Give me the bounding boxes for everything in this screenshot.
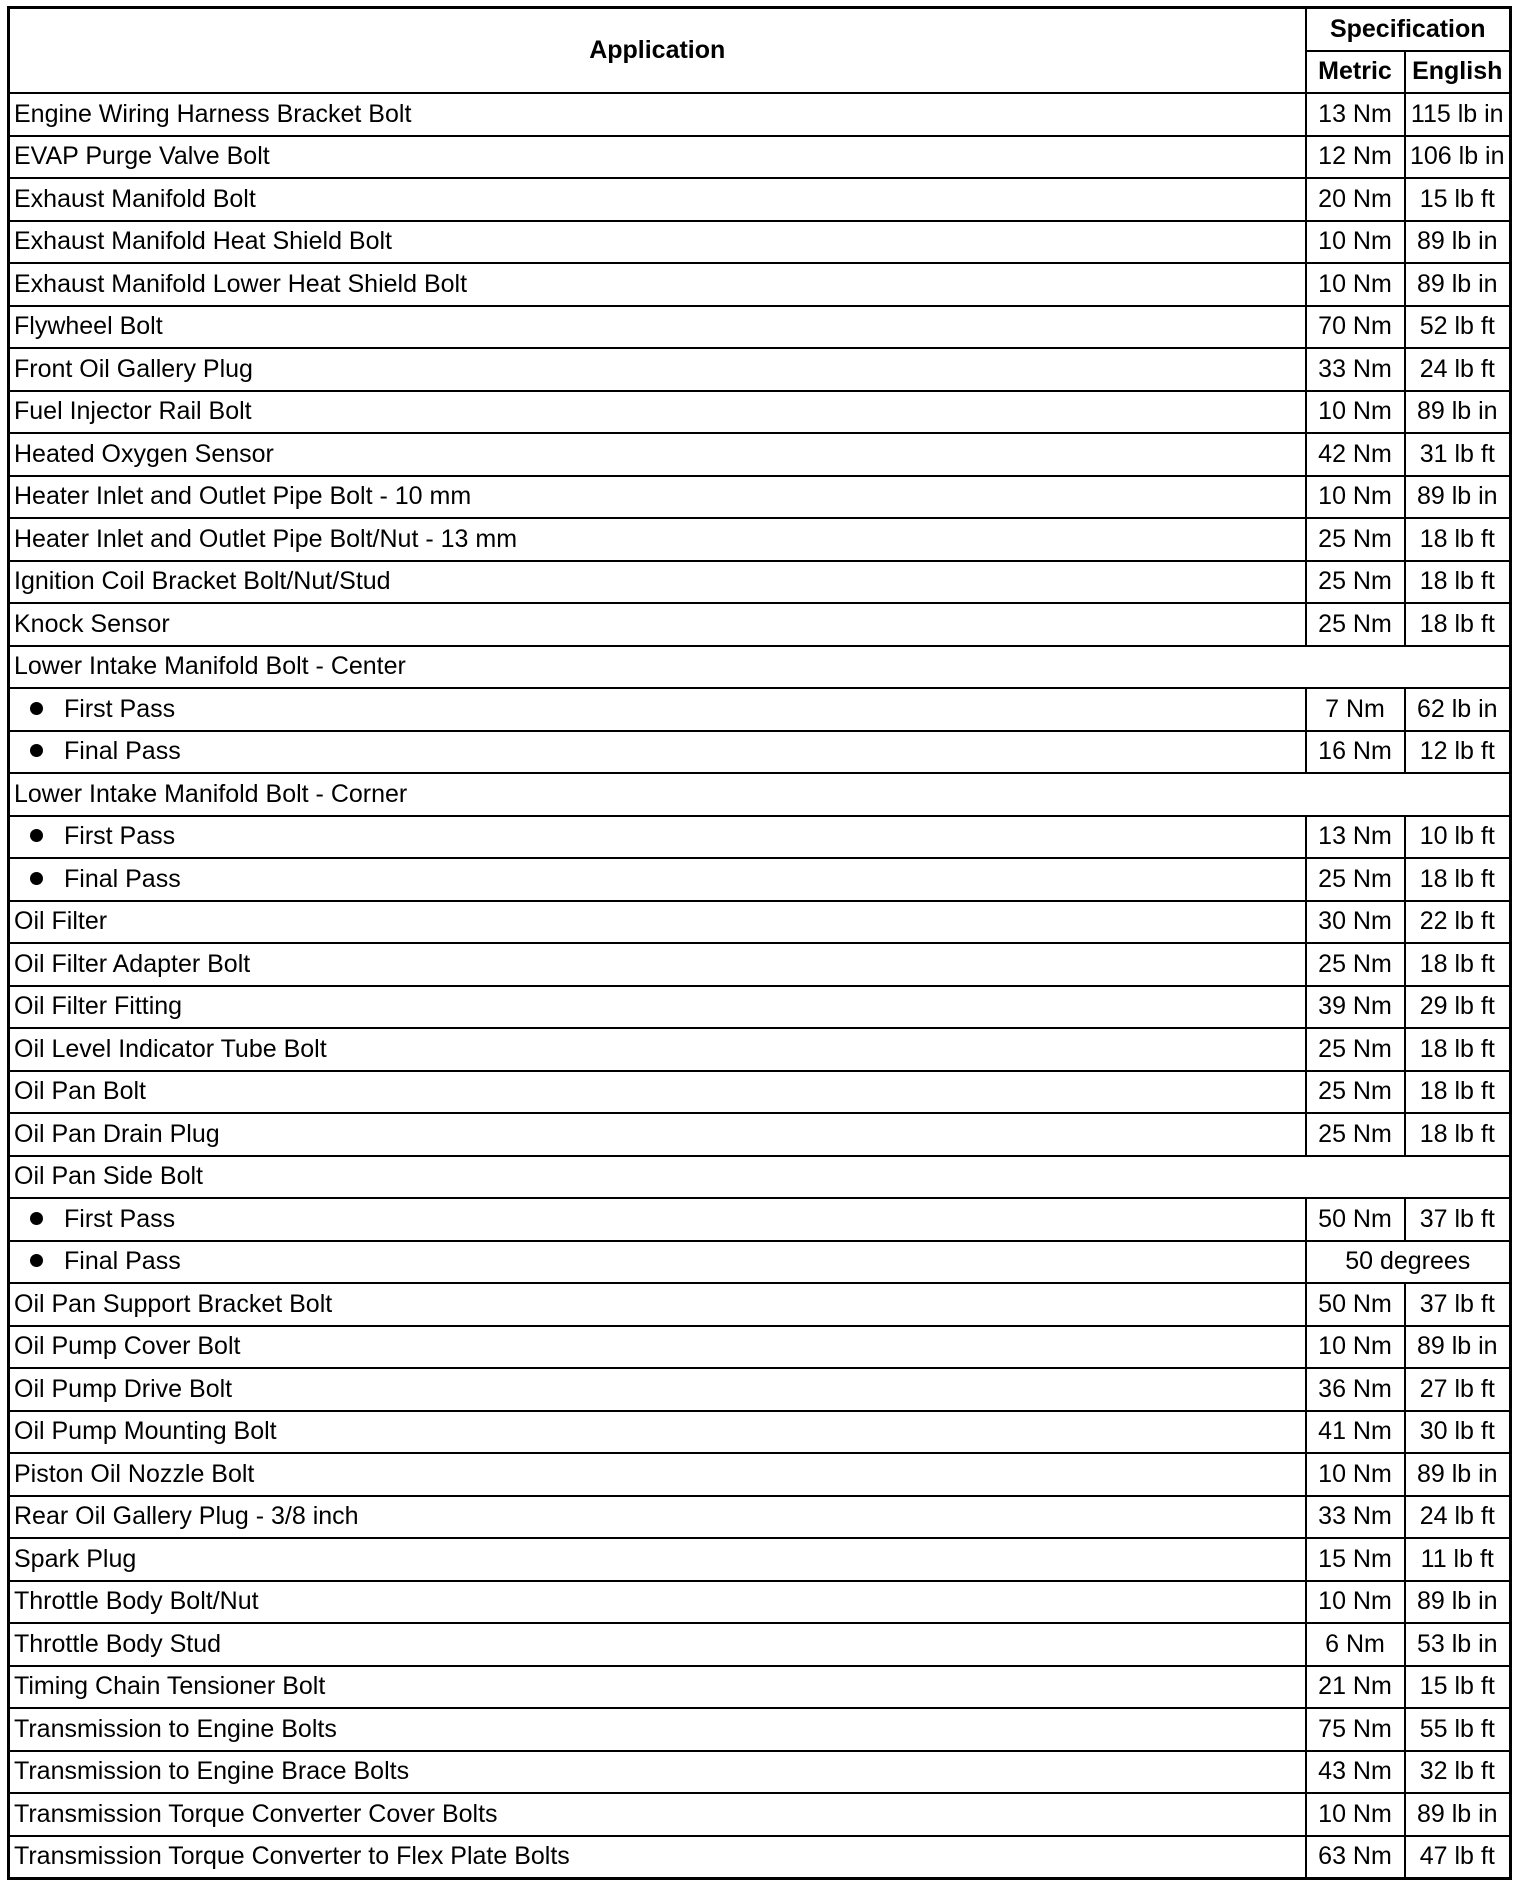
- table-row: [9, 1283, 1511, 1326]
- application-cell: [9, 1793, 1306, 1836]
- table-row: [9, 1411, 1511, 1454]
- english-cell: 30 lb ft: [1405, 1411, 1511, 1454]
- metric-header: Metric: [1306, 51, 1405, 94]
- table-body: [9, 93, 1511, 1879]
- application-cell: [9, 136, 1306, 179]
- torque-spec-table: [7, 6, 1512, 1880]
- english-cell: 10 lb ft: [1405, 816, 1511, 859]
- table-row: [9, 306, 1511, 349]
- english-cell: 37 lb ft: [1405, 1198, 1511, 1241]
- application-label: First Pass: [64, 822, 176, 851]
- english-cell: 18 lb ft: [1405, 603, 1511, 646]
- table-row: [9, 476, 1511, 519]
- table-row: [9, 263, 1511, 306]
- table-row: [9, 858, 1511, 901]
- metric-cell: 42 Nm: [1306, 433, 1405, 476]
- application-cell: [9, 731, 1306, 774]
- english-cell: 29 lb ft: [1405, 986, 1511, 1029]
- application-label: Exhaust Manifold Heat Shield Bolt: [14, 227, 392, 256]
- english-cell: 89 lb in: [1405, 1326, 1511, 1369]
- english-cell: 31 lb ft: [1405, 433, 1511, 476]
- table-row: [9, 688, 1511, 731]
- application-label: Final Pass: [64, 864, 181, 893]
- application-label: Oil Pump Drive Bolt: [14, 1374, 233, 1403]
- metric-cell: 7 Nm: [1306, 688, 1405, 731]
- english-cell: 24 lb ft: [1405, 348, 1511, 391]
- application-cell: [9, 348, 1306, 391]
- english-cell: 106 lb in: [1405, 136, 1511, 179]
- metric-cell: 10 Nm: [1306, 1581, 1405, 1624]
- application-label: First Pass: [64, 694, 176, 723]
- application-cell: [9, 1028, 1306, 1071]
- application-label: Ignition Coil Bracket Bolt/Nut/Stud: [14, 567, 391, 596]
- metric-cell: 13 Nm: [1306, 816, 1405, 859]
- application-cell: [9, 1368, 1306, 1411]
- application-label: Oil Pan Drain Plug: [14, 1119, 220, 1148]
- application-label: Throttle Body Stud: [14, 1629, 222, 1658]
- table-row: [9, 1666, 1511, 1709]
- metric-cell: 25 Nm: [1306, 561, 1405, 604]
- table-row: [9, 1708, 1511, 1751]
- application-label: Oil Pan Support Bracket Bolt: [14, 1289, 333, 1318]
- application-label: First Pass: [64, 1204, 176, 1233]
- metric-cell: 13 Nm: [1306, 93, 1405, 136]
- application-label: Oil Pump Mounting Bolt: [14, 1417, 277, 1446]
- metric-cell: 10 Nm: [1306, 1453, 1405, 1496]
- specification-header: Specification: [1306, 8, 1511, 51]
- metric-cell: 75 Nm: [1306, 1708, 1405, 1751]
- table-row: [9, 518, 1511, 561]
- application-label: Heater Inlet and Outlet Pipe Bolt/Nut - 13 mm: [14, 524, 518, 553]
- application-cell: [9, 1198, 1306, 1241]
- metric-cell: 25 Nm: [1306, 1071, 1405, 1114]
- table-row: [9, 731, 1511, 774]
- table-header: [9, 8, 1511, 94]
- bullet-icon: [30, 1212, 43, 1225]
- application-label: Oil Filter Adapter Bolt: [14, 949, 251, 978]
- english-cell: 89 lb in: [1405, 221, 1511, 264]
- application-cell: [9, 433, 1306, 476]
- english-cell: 37 lb ft: [1405, 1283, 1511, 1326]
- english-cell: 89 lb in: [1405, 391, 1511, 434]
- application-cell: [9, 1156, 1511, 1199]
- english-cell: 89 lb in: [1405, 1453, 1511, 1496]
- english-cell: 62 lb in: [1405, 688, 1511, 731]
- metric-cell: 70 Nm: [1306, 306, 1405, 349]
- application-cell: [9, 816, 1306, 859]
- table-row: [9, 1368, 1511, 1411]
- metric-cell: 20 Nm: [1306, 178, 1405, 221]
- application-cell: [9, 1623, 1306, 1666]
- application-cell: [9, 476, 1306, 519]
- specification-merged-cell: 50 degrees: [1306, 1241, 1511, 1284]
- metric-cell: 25 Nm: [1306, 943, 1405, 986]
- english-cell: 55 lb ft: [1405, 1708, 1511, 1751]
- english-cell: 15 lb ft: [1405, 178, 1511, 221]
- application-cell: [9, 901, 1306, 944]
- table-group-row: [9, 646, 1511, 689]
- application-cell: [9, 1538, 1306, 1581]
- application-label: Timing Chain Tensioner Bolt: [14, 1672, 326, 1701]
- english-cell: 15 lb ft: [1405, 1666, 1511, 1709]
- application-label: Rear Oil Gallery Plug - 3/8 inch: [14, 1502, 359, 1531]
- table-row: [9, 1836, 1511, 1879]
- application-label: Flywheel Bolt: [14, 312, 163, 341]
- table-row: [9, 1581, 1511, 1624]
- application-cell: [9, 943, 1306, 986]
- application-cell: [9, 1241, 1306, 1284]
- english-cell: 18 lb ft: [1405, 1113, 1511, 1156]
- table-row: [9, 433, 1511, 476]
- english-cell: 32 lb ft: [1405, 1751, 1511, 1794]
- table-row: [9, 391, 1511, 434]
- application-cell: [9, 1496, 1306, 1539]
- application-label: Piston Oil Nozzle Bolt: [14, 1459, 255, 1488]
- metric-cell: 30 Nm: [1306, 901, 1405, 944]
- application-label: Fuel Injector Rail Bolt: [14, 397, 252, 426]
- table-row: [9, 1326, 1511, 1369]
- application-cell: [9, 1411, 1306, 1454]
- application-cell: [9, 93, 1306, 136]
- application-label: Heated Oxygen Sensor: [14, 439, 274, 468]
- application-cell: [9, 1581, 1306, 1624]
- table-row: [9, 1198, 1511, 1241]
- metric-cell: 10 Nm: [1306, 1326, 1405, 1369]
- application-label: Final Pass: [64, 737, 181, 766]
- application-cell: [9, 1751, 1306, 1794]
- table-row: [9, 1028, 1511, 1071]
- metric-cell: 25 Nm: [1306, 603, 1405, 646]
- metric-cell: 15 Nm: [1306, 1538, 1405, 1581]
- application-label: Exhaust Manifold Lower Heat Shield Bolt: [14, 269, 468, 298]
- metric-cell: 25 Nm: [1306, 858, 1405, 901]
- table-row: [9, 1496, 1511, 1539]
- table-row: [9, 1071, 1511, 1114]
- application-label: Oil Level Indicator Tube Bolt: [14, 1034, 327, 1063]
- application-cell: [9, 986, 1306, 1029]
- metric-cell: 25 Nm: [1306, 1028, 1405, 1071]
- metric-cell: 33 Nm: [1306, 348, 1405, 391]
- application-cell: [9, 1283, 1306, 1326]
- table-row: [9, 1113, 1511, 1156]
- application-cell: [9, 306, 1306, 349]
- application-cell: [9, 263, 1306, 306]
- application-label: Transmission Torque Converter to Flex Plate Bolts: [14, 1842, 570, 1871]
- english-cell: 24 lb ft: [1405, 1496, 1511, 1539]
- application-label: Exhaust Manifold Bolt: [14, 184, 256, 213]
- header-row-top: [9, 8, 1511, 51]
- application-label: Oil Pan Side Bolt: [14, 1162, 203, 1191]
- application-label: Knock Sensor: [14, 609, 170, 638]
- application-label: Engine Wiring Harness Bracket Bolt: [14, 99, 412, 128]
- application-label: Spark Plug: [14, 1544, 137, 1573]
- metric-cell: 39 Nm: [1306, 986, 1405, 1029]
- application-label: Oil Pan Bolt: [14, 1077, 147, 1106]
- application-label: Throttle Body Bolt/Nut: [14, 1587, 259, 1616]
- metric-cell: 6 Nm: [1306, 1623, 1405, 1666]
- english-cell: 18 lb ft: [1405, 858, 1511, 901]
- english-cell: 18 lb ft: [1405, 1071, 1511, 1114]
- english-cell: 89 lb in: [1405, 476, 1511, 519]
- table-row: [9, 1453, 1511, 1496]
- table-row: [9, 816, 1511, 859]
- application-label: Front Oil Gallery Plug: [14, 354, 253, 383]
- table-row: [9, 901, 1511, 944]
- metric-cell: 10 Nm: [1306, 476, 1405, 519]
- english-cell: 12 lb ft: [1405, 731, 1511, 774]
- table-row: [9, 1241, 1511, 1284]
- metric-cell: 43 Nm: [1306, 1751, 1405, 1794]
- metric-cell: 41 Nm: [1306, 1411, 1405, 1454]
- application-cell: [9, 561, 1306, 604]
- application-cell: [9, 1071, 1306, 1114]
- application-cell: [9, 391, 1306, 434]
- bullet-icon: [30, 702, 43, 715]
- application-label: Oil Filter Fitting: [14, 992, 183, 1021]
- bullet-icon: [30, 1254, 43, 1267]
- english-cell: 18 lb ft: [1405, 518, 1511, 561]
- application-cell: [9, 221, 1306, 264]
- english-cell: 47 lb ft: [1405, 1836, 1511, 1879]
- table-group-row: [9, 1156, 1511, 1199]
- english-cell: 27 lb ft: [1405, 1368, 1511, 1411]
- metric-cell: 12 Nm: [1306, 136, 1405, 179]
- english-cell: 53 lb in: [1405, 1623, 1511, 1666]
- application-label: Oil Filter: [14, 907, 108, 936]
- table-row: [9, 603, 1511, 646]
- table-row: [9, 93, 1511, 136]
- application-label: Transmission Torque Converter Cover Bolts: [14, 1799, 498, 1828]
- english-cell: 89 lb in: [1405, 1793, 1511, 1836]
- application-label: Heater Inlet and Outlet Pipe Bolt - 10 mm: [14, 482, 472, 511]
- application-cell: [9, 518, 1306, 561]
- table-row: [9, 136, 1511, 179]
- application-header: Application: [9, 8, 1306, 94]
- table-row: [9, 1538, 1511, 1581]
- application-cell: [9, 1708, 1306, 1751]
- table-row: [9, 943, 1511, 986]
- table-row: [9, 178, 1511, 221]
- metric-cell: 21 Nm: [1306, 1666, 1405, 1709]
- english-header: English: [1405, 51, 1511, 94]
- bullet-icon: [30, 744, 43, 757]
- bullet-icon: [30, 829, 43, 842]
- metric-cell: 10 Nm: [1306, 263, 1405, 306]
- table-row: [9, 1623, 1511, 1666]
- metric-cell: 50 Nm: [1306, 1198, 1405, 1241]
- application-cell: [9, 773, 1511, 816]
- table-row: [9, 1793, 1511, 1836]
- application-cell: [9, 178, 1306, 221]
- application-cell: [9, 646, 1511, 689]
- metric-cell: 25 Nm: [1306, 518, 1405, 561]
- application-label: Transmission to Engine Bolts: [14, 1714, 337, 1743]
- english-cell: 115 lb in: [1405, 93, 1511, 136]
- metric-cell: 10 Nm: [1306, 391, 1405, 434]
- english-cell: 89 lb in: [1405, 263, 1511, 306]
- application-cell: [9, 1326, 1306, 1369]
- application-cell: [9, 858, 1306, 901]
- metric-cell: 33 Nm: [1306, 1496, 1405, 1539]
- english-cell: 22 lb ft: [1405, 901, 1511, 944]
- metric-cell: 50 Nm: [1306, 1283, 1405, 1326]
- metric-cell: 63 Nm: [1306, 1836, 1405, 1879]
- english-cell: 18 lb ft: [1405, 1028, 1511, 1071]
- table-row: [9, 1751, 1511, 1794]
- bullet-icon: [30, 872, 43, 885]
- table-row: [9, 561, 1511, 604]
- application-label: Final Pass: [64, 1247, 181, 1276]
- application-label: Oil Pump Cover Bolt: [14, 1332, 241, 1361]
- application-label: Lower Intake Manifold Bolt - Corner: [14, 779, 408, 808]
- application-cell: [9, 603, 1306, 646]
- table-row: [9, 221, 1511, 264]
- application-cell: [9, 1113, 1306, 1156]
- english-cell: 52 lb ft: [1405, 306, 1511, 349]
- english-cell: 11 lb ft: [1405, 1538, 1511, 1581]
- english-cell: 18 lb ft: [1405, 561, 1511, 604]
- english-cell: 18 lb ft: [1405, 943, 1511, 986]
- application-cell: [9, 1453, 1306, 1496]
- application-label: Transmission to Engine Brace Bolts: [14, 1757, 410, 1786]
- application-cell: [9, 688, 1306, 731]
- table-group-row: [9, 773, 1511, 816]
- metric-cell: 10 Nm: [1306, 221, 1405, 264]
- metric-cell: 16 Nm: [1306, 731, 1405, 774]
- application-cell: [9, 1666, 1306, 1709]
- metric-cell: 10 Nm: [1306, 1793, 1405, 1836]
- metric-cell: 36 Nm: [1306, 1368, 1405, 1411]
- table-row: [9, 348, 1511, 391]
- application-label: EVAP Purge Valve Bolt: [14, 142, 270, 171]
- application-cell: [9, 1836, 1306, 1879]
- application-label: Lower Intake Manifold Bolt - Center: [14, 652, 406, 681]
- metric-cell: 25 Nm: [1306, 1113, 1405, 1156]
- english-cell: 89 lb in: [1405, 1581, 1511, 1624]
- table-row: [9, 986, 1511, 1029]
